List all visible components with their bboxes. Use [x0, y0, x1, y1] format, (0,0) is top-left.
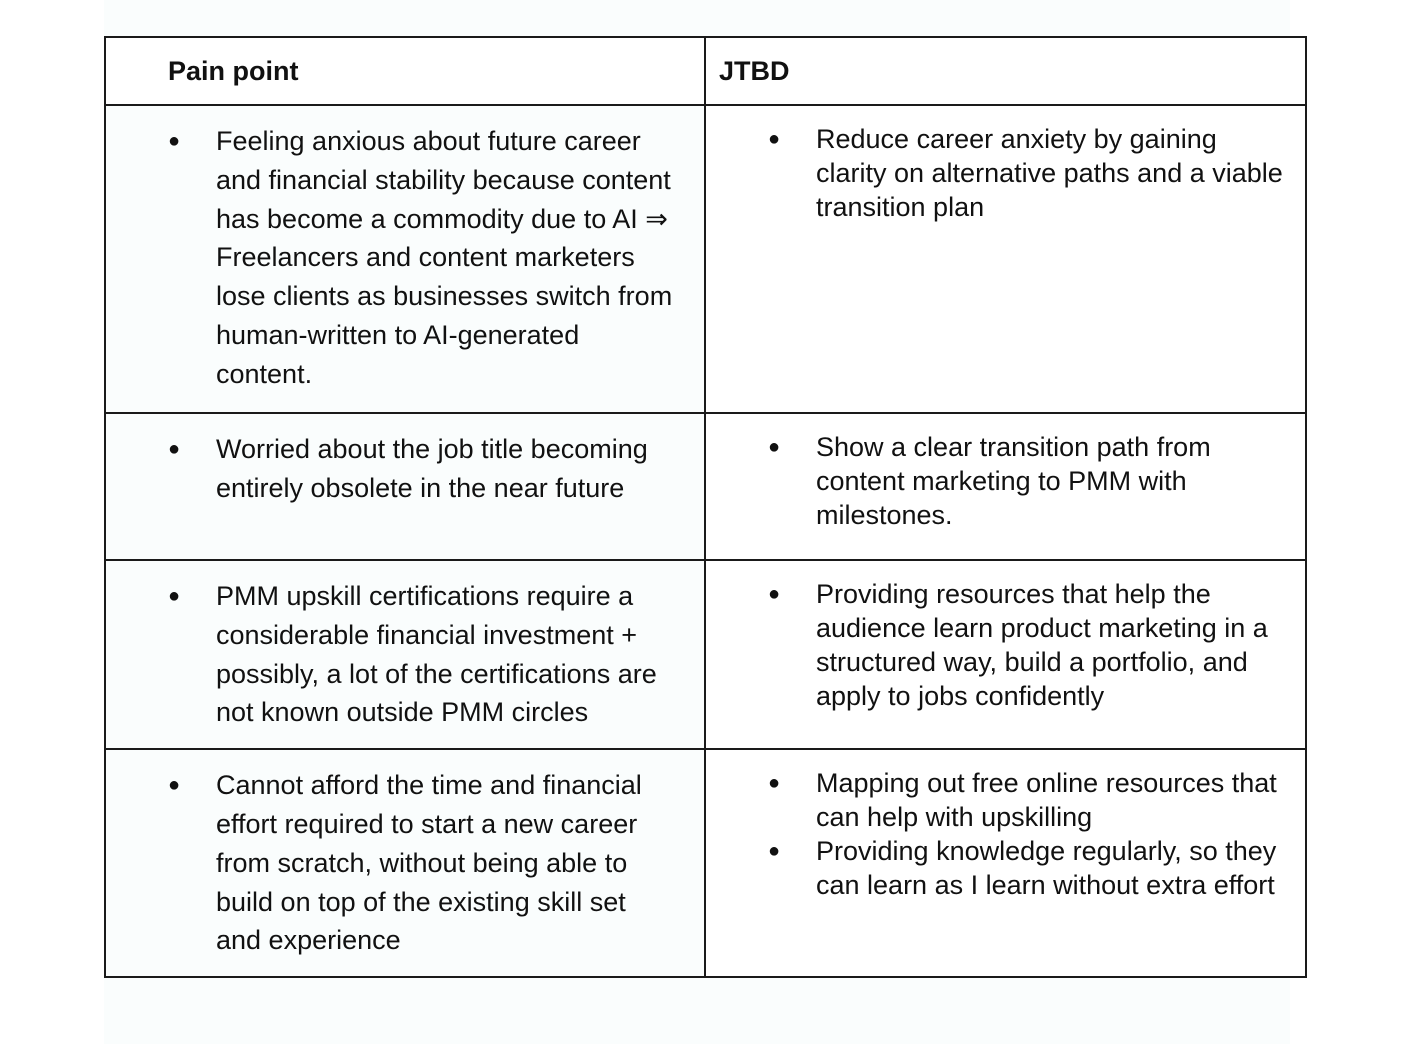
- pain-point-jtbd-table: [104, 36, 1307, 978]
- pain-text: Worried about the job title becoming entirely obsolete in the near future: [216, 434, 648, 503]
- pain-text: Cannot afford the time and financial effort required to start a new career from scratch, without being able to build on top of the existing skill set and experience: [216, 770, 642, 956]
- list-item: [168, 577, 676, 732]
- header-pain-point: Pain point: [105, 37, 705, 105]
- jtbd-text: Reduce career anxiety by gaining clarity on alternative paths and a viable transition plan: [816, 124, 1283, 222]
- table-row: [105, 560, 1306, 749]
- pain-cell: [105, 560, 705, 749]
- jtbd-text: Show a clear transition path from content marketing to PMM with milestones.: [816, 432, 1211, 530]
- bullet-icon: ●: [168, 774, 181, 797]
- bullet-icon: ●: [768, 583, 781, 605]
- table-row: [105, 105, 1306, 413]
- list-item: [706, 766, 1305, 834]
- bullet-icon: ●: [768, 772, 781, 795]
- jtbd-text: Providing knowledge regularly, so they can learn as I learn without extra effort: [816, 836, 1277, 901]
- list-item: [706, 122, 1305, 224]
- bullet-icon: ●: [768, 436, 781, 458]
- bullet-icon: ●: [168, 438, 181, 460]
- list-item: [706, 430, 1305, 532]
- bullet-icon: ●: [768, 840, 781, 863]
- jtbd-cell: [705, 560, 1306, 749]
- list-item: [706, 834, 1305, 902]
- list-item: [706, 577, 1305, 713]
- header-jtbd: JTBD: [705, 37, 1306, 105]
- jtbd-cell: [705, 413, 1306, 560]
- pain-cell: [105, 413, 705, 560]
- pain-cell: [105, 105, 705, 413]
- bullet-icon: ●: [168, 130, 181, 152]
- pain-text: PMM upskill certifications require a considerable financial investment + possibly, a lot of the certifications are not known outside PMM circles: [216, 581, 657, 728]
- jtbd-text: Providing resources that help the audience learn product marketing in a structured way, build a portfolio, and apply to jobs confidently: [816, 579, 1268, 711]
- list-item: [168, 122, 676, 394]
- table-row: [105, 413, 1306, 560]
- jtbd-cell: [705, 749, 1306, 977]
- list-item: [168, 430, 676, 508]
- table-row: [105, 749, 1306, 977]
- pain-text: Feeling anxious about future career and financial stability because content has become a commodity due to AI ⇒ Freelancers and content marketers lose clients as businesses switch from human-written to AI-generated content.: [216, 126, 673, 389]
- pain-cell: [105, 749, 705, 977]
- jtbd-text: Mapping out free online resources that can help with upskilling: [816, 768, 1277, 833]
- header-row: [105, 37, 1306, 105]
- jtbd-cell: [705, 105, 1306, 413]
- bullet-icon: ●: [768, 128, 781, 150]
- bullet-icon: ●: [168, 585, 181, 607]
- list-item: [168, 766, 676, 960]
